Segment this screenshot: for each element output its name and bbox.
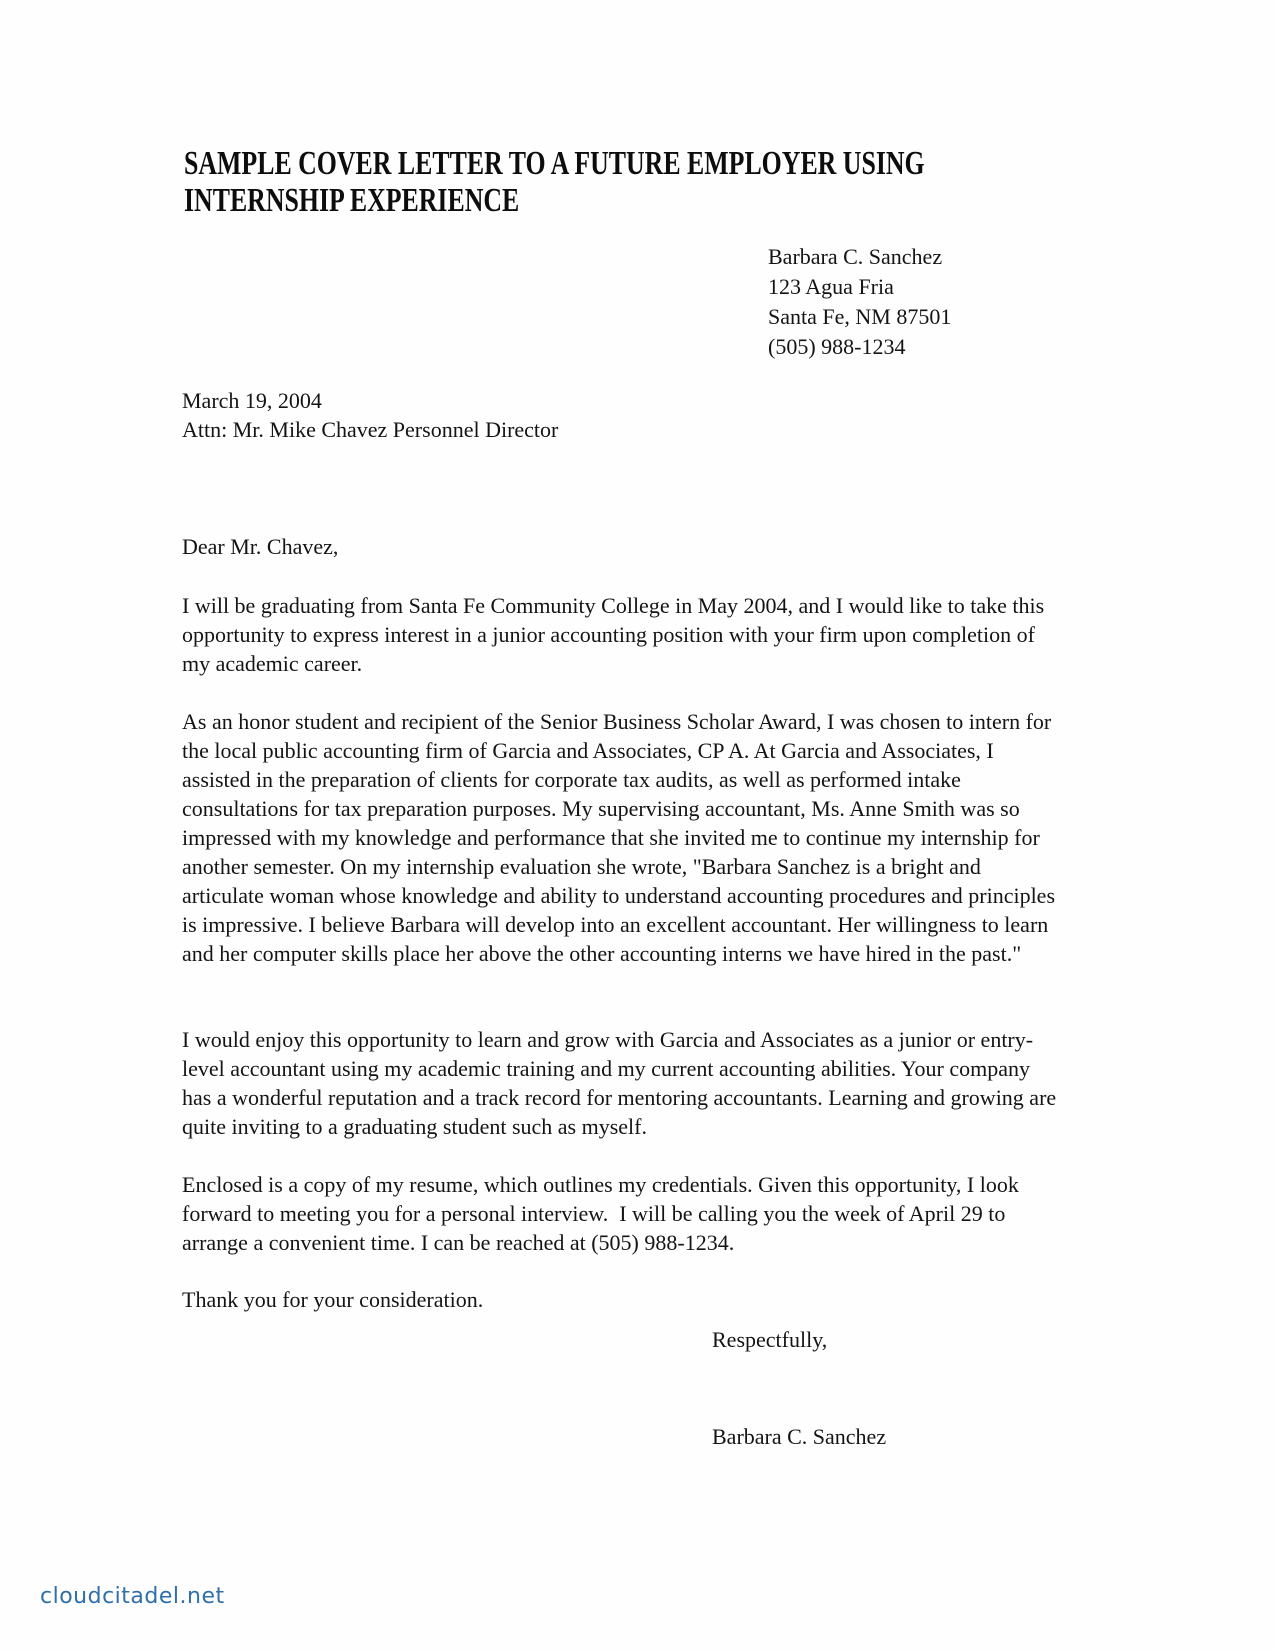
watermark: cloudcitadel.net (40, 1584, 225, 1609)
letter-title: SAMPLE COVER LETTER TO A FUTURE EMPLOYER USING INTERNSHIP EXPERIENCE (184, 145, 925, 219)
sender-name: Barbara C. Sanchez (768, 244, 943, 269)
date-line: March 19, 2004 (182, 388, 322, 413)
closing: Respectfully, (712, 1327, 828, 1352)
signature-name: Barbara C. Sanchez (712, 1424, 887, 1449)
sender-street: 123 Agua Fria (768, 274, 894, 299)
sender-city-state-zip: Santa Fe, NM 87501 (768, 304, 952, 329)
sender-phone: (505) 988-1234 (768, 334, 906, 359)
salutation: Dear Mr. Chavez, (182, 534, 339, 559)
thank-you-line: Thank you for your consideration. (182, 1287, 484, 1312)
body-paragraph-2: As an honor student and recipient of the Senior Business Scholar Award, I was chosen to intern for the local public accounting firm of Garcia and Associates, CP A. At Garcia and Associates, I assisted in the preparation of clients for corporate tax audits, as well as performed intake consultations for tax preparation purposes. My supervising accountant, Ms. Anne Smith was so impressed with my knowledge and performance that she invited me to continue my internship for another semester. On my internship evaluation she wrote, "Barbara Sanchez is a bright and articulate woman whose knowledge and ability to understand accounting procedures and principles is impressive. I believe Barbara will develop into an excellent accountant. Her willingness to learn and her computer skills place her above the other accounting interns we have hired in the past." (182, 709, 1061, 966)
sender-address-block (768, 242, 951, 362)
body-paragraph-3: I would enjoy this opportunity to learn and grow with Garcia and Associates as a junior or entry-level accountant using my academic training and my current accounting abilities. Your company has a wonderful reputation and a track record for mentoring accountants. Learning and growing are quite inviting to a graduating student such as myself. (182, 1027, 1062, 1139)
attention-line: Attn: Mr. Mike Chavez Personnel Director (182, 417, 559, 442)
body-paragraph-1: I will be graduating from Santa Fe Community College in May 2004, and I would like to take this opportunity to express interest in a junior accounting position with your firm upon completion of my academic career. (182, 593, 1050, 676)
body-paragraph-4: Enclosed is a copy of my resume, which outlines my credentials. Given this opportunity, I look forward to meeting you for a personal interview. I will be calling you the week of April 29 to arrange a convenient time. I can be reached at (505) 988-1234. (182, 1172, 1025, 1255)
